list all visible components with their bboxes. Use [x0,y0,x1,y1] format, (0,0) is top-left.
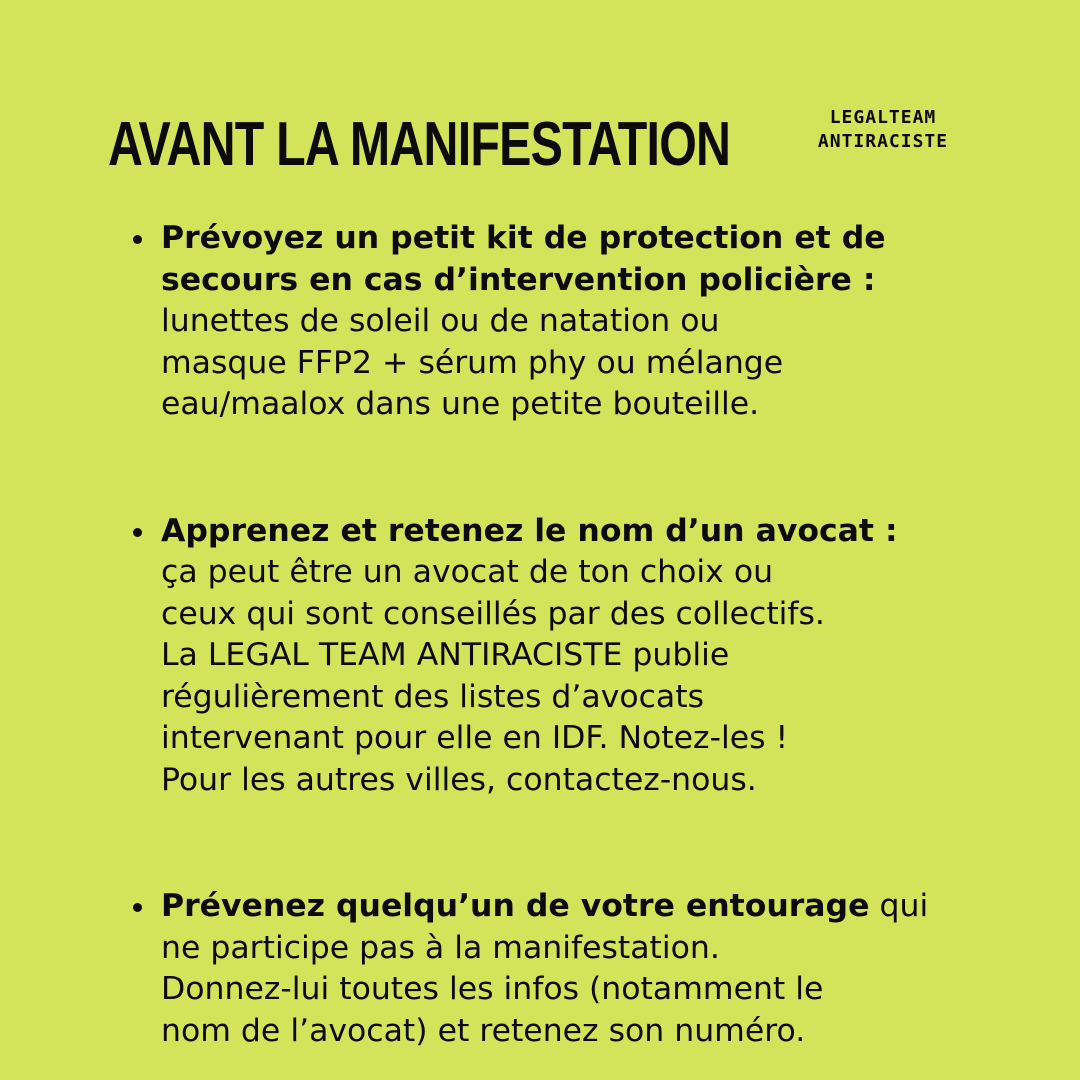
lawyer-text-line-6: Pour les autres villes, contactez-nous. [161,761,757,798]
page-title: AVANT LA MANIFESTATION [108,110,731,179]
legal-team-logo [806,106,960,154]
protection-kit-title-line-2: secours en cas d’intervention policière : [161,261,876,298]
contact-title-rest: qui [869,888,929,924]
list-item-protection-kit [161,218,981,426]
lawyer-text-line-2: ceux qui sont conseillés par des collectifs. [161,595,825,632]
contact-text-line-3: nom de l’avocat) et retenez son numéro. [161,1012,806,1049]
protection-kit-title-line-1: Prévoyez un petit kit de protection et de [161,220,886,256]
contact-title: Prévenez quelqu’un de votre entourage [161,888,870,924]
protection-kit-text-line-1: lunettes de soleil ou de natation ou [161,303,720,339]
list-item-lawyer [161,511,981,802]
contact-text-line-1: ne participe pas à la manifestation. [161,929,720,966]
contact-line-1 [161,886,981,928]
list-item-contact [161,886,981,1052]
logo-line-1: LEGALTEAM [829,107,937,128]
logo-line-2: ANTIRACISTE [817,131,949,152]
bullet-icon [133,528,142,537]
protection-kit-text-line-3: eau/maalox dans une petite bouteille. [161,386,760,422]
protection-kit-text-line-2: masque FFP2 + sérum phy ou mélange [161,344,784,381]
lawyer-text-line-4: régulièrement des listes d’avocats [161,678,704,715]
lawyer-text-line-3: La LEGAL TEAM ANTIRACISTE publie [161,637,730,673]
contact-text-line-2: Donnez-lui toutes les infos (notamment le [161,971,824,1007]
lawyer-text-line-1: ça peut être un avocat de ton choix ou [161,554,774,590]
bullet-icon [133,903,142,912]
advice-list [161,218,981,1052]
lawyer-title-line: Apprenez et retenez le nom d’un avocat : [161,512,898,549]
lawyer-text-line-5: intervenant pour elle en IDF. Notez-les ! [161,720,789,756]
bullet-icon [133,235,142,244]
